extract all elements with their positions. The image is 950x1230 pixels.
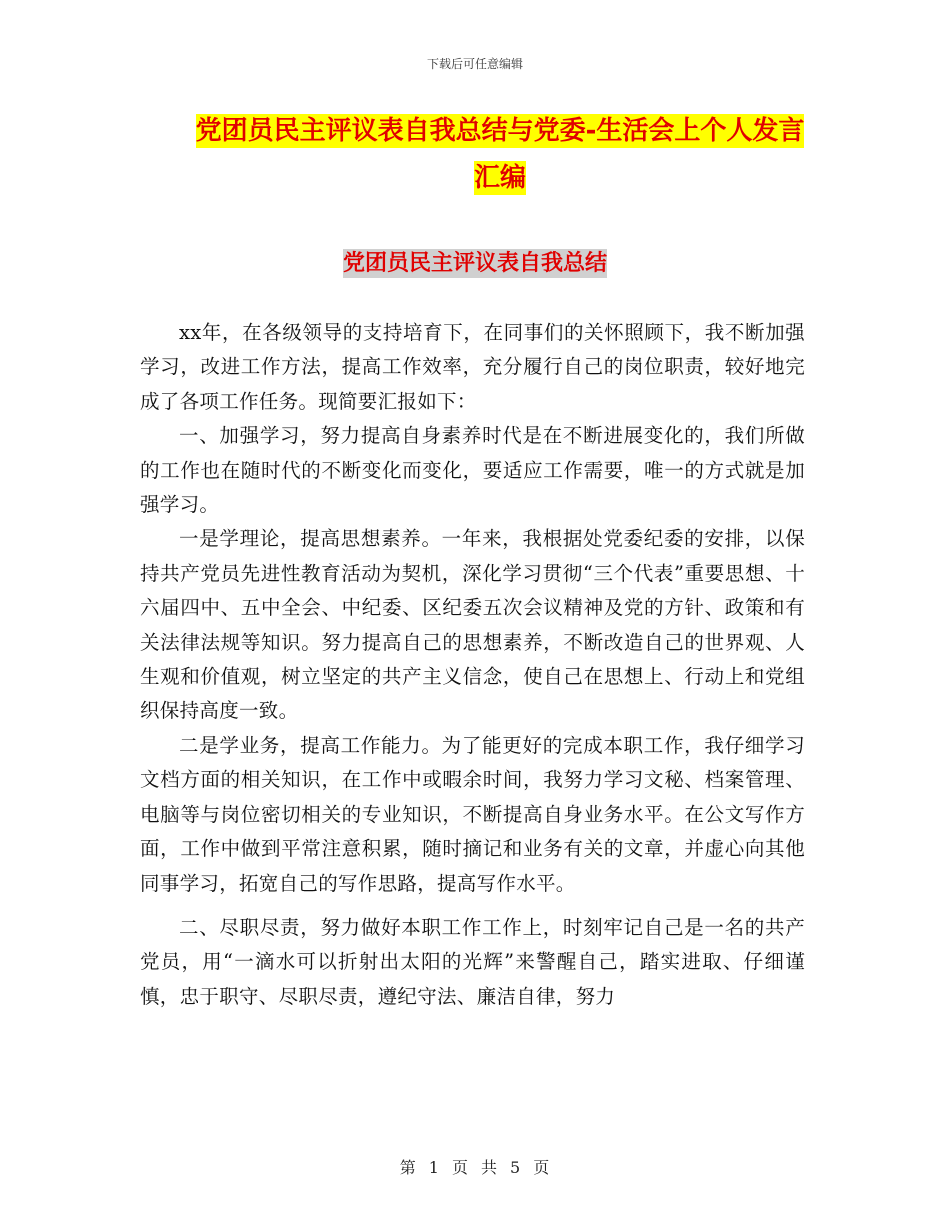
footer-page-prefix: 第	[399, 1158, 417, 1177]
body-text	[140, 316, 805, 1014]
main-title	[140, 108, 860, 202]
section-title-text: 党团员民主评议表自我总结	[342, 251, 607, 276]
page-footer	[0, 1155, 950, 1178]
main-title-line1: 党团员民主评议表自我总结与党委-生活会上个人发言	[195, 116, 805, 146]
paragraph-intro: xx年，在各级领导的支持培育下，在同事们的关怀照顾下，我不断加强学习，改进工作方法，提高工作效率，充分履行自己的岗位职责，较好地完成了各项工作任务。现简要汇报如下：	[140, 321, 805, 413]
footer-page-number: 1	[428, 1158, 440, 1177]
paragraph-study: 一、加强学习，努力提高自身素养时代是在不断进展变化的，我们所做的工作也在随时代的不断变化而变化，要适应工作需要，唯一的方式就是加强学习。	[140, 424, 805, 517]
footer-total-unit: 页	[533, 1158, 551, 1177]
paragraph-duty: 二、尽职尽责，努力做好本职工作工作上，时刻牢记自己是一名的共产党员，用“一滴水可以折射出太阳的光辉”来警醒自己，踏实进取、仔细谨慎，忠于职守、尽职尽责，遵纪守法、廉洁自律，努力	[140, 915, 805, 1008]
paragraph-theory: 一是学理论，提高思想素养。一年来，我根据处党委纪委的安排，以保持共产党员先进性教育活动为契机，深化学习贯彻“三个代表”重要思想、十六届四中、五中全会、中纪委、区纪委五次会议精神及党的方针、政策和有关法律法规等知识。努力提高自己的思想素养，不断改造自己的世界观、人生观和价值观，树立坚定的共产主义信念，使自己在思想上、行动上和党组织保持高度一致。	[140, 527, 805, 723]
footer-total-prefix: 共	[481, 1158, 499, 1177]
footer-page-unit: 页	[451, 1158, 469, 1177]
paragraph-business: 二是学业务，提高工作能力。为了能更好的完成本职工作，我仔细学习文档方面的相关知识，在工作中或暇余时间，我努力学习文秘、档案管理、电脑等与岗位密切相关的专业知识，不断提高自身业务水平。在公文写作方面，工作中做到平常注意积累，随时摘记和业务有关的文章，并虚心向其他同事学习，拓宽自己的写作思路，提高写作水平。	[140, 733, 805, 895]
header-note: 下载后可任意编辑	[426, 57, 523, 71]
footer-total-pages: 5	[510, 1158, 522, 1177]
section-title	[0, 246, 950, 277]
main-title-line2: 汇编	[473, 163, 526, 193]
